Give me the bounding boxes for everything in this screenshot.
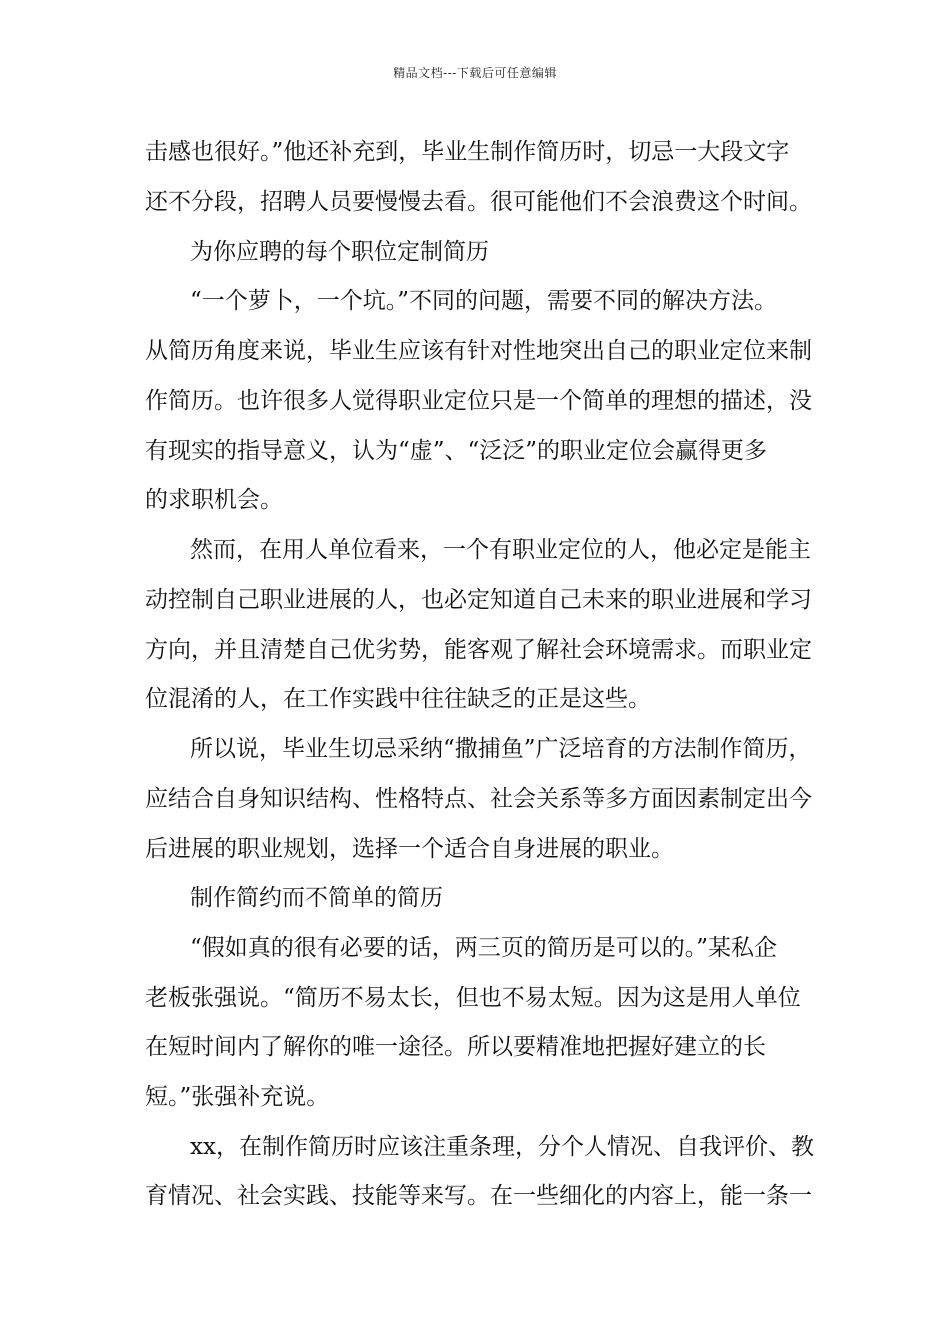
text-line: 有现实的指导意义，认为“虚”、“泛泛”的职业定位会赢得更多 [145,438,768,464]
text-line: 老板张强说。“简历不易太长，但也不易太短。因为这是用人单位 [145,985,801,1011]
text-line: 方向，并且清楚自己优劣势，能客观了解社会环境需求。而职业定 [145,637,812,663]
text-line: 位混淆的人，在工作实践中往往缺乏的正是这些。 [145,686,651,712]
text-line: 动控制自己职业进展的人，也必定知道自己未来的职业进展和学习 [145,587,812,613]
section-heading: 制作简约而不简单的简历 [190,885,443,911]
text-line: xx，在制作简历时应该注重条理，分个人情况、自我评价、教 [190,1134,814,1160]
text-line: 所以说，毕业生切忌采纳“撒捕鱼”广泛培育的方法制作简历， [190,736,812,762]
text-line: 作简历。也许很多人觉得职业定位只是一个简单的理想的描述，没 [145,388,812,414]
text-line: 还不分段，招聘人员要慢慢去看。很可能他们不会浪费这个时间。 [145,189,812,215]
text-line: “一个萝卜，一个坑。”不同的问题，需要不同的解决方法。 [190,288,778,314]
text-line: 然而，在用人单位看来，一个有职业定位的人，他必定是能主 [190,537,811,563]
text-line: 应结合自身知识结构、性格特点、社会关系等多方面因素制定出今 [145,786,812,812]
text-line: 在短时间内了解你的唯一途径。所以要精准地把握好建立的长 [145,1034,766,1060]
section-heading: 为你应聘的每个职位定制简历 [190,239,489,265]
text-line: 击感也很好。”他还补充到，毕业生制作简历时，切忌一大段文字 [145,139,790,165]
text-line: 的求职机会。 [145,487,283,513]
text-line: 从简历角度来说，毕业生应该有针对性地突出自己的职业定位来制 [145,338,812,364]
text-line: 育情况、社会实践、技能等来写。在一些细化的内容上，能一条一 [145,1183,812,1209]
text-line: 短。”张强补充说。 [145,1084,330,1110]
page-header: 精品文档---下载后可任意编辑 [393,66,557,80]
text-line: 后进展的职业规划，选择一个适合自身进展的职业。 [145,836,674,862]
text-line: “假如真的很有必要的话，两三页的简历是可以的。”某私企 [190,935,778,961]
